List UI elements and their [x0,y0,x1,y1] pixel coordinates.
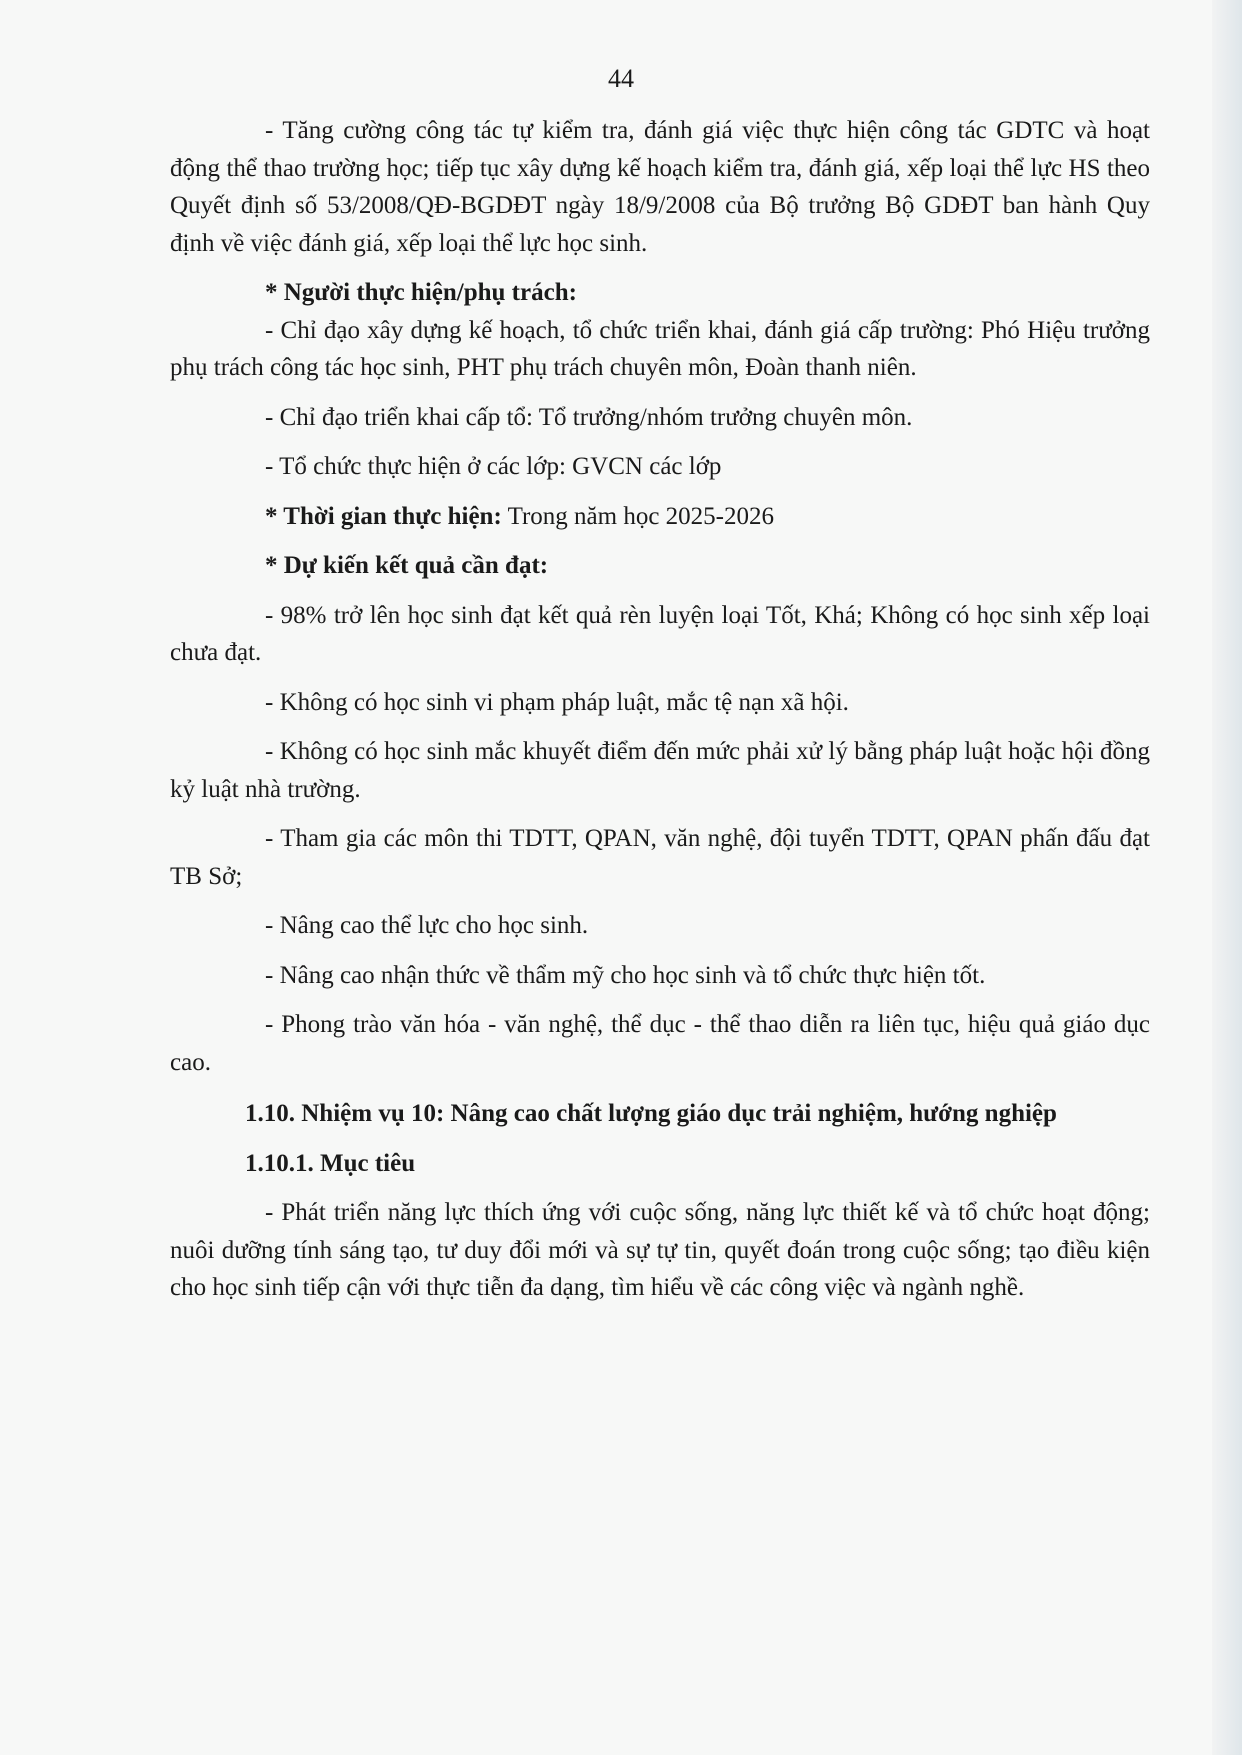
scan-edge-shadow [1212,0,1242,1755]
document-body [170,112,1150,1307]
responsible-item: - Chỉ đạo xây dựng kế hoạch, tổ chức triển khai, đánh giá cấp trường: Phó Hiệu trưởng phụ trách công tác học sinh, PHT phụ trách chuyên môn, Đoàn thanh niên. [170,316,1150,381]
expected-item: - Không có học sinh vi phạm pháp luật, mắc tệ nạn xã hội. [265,688,849,716]
expected-item: - Tham gia các môn thi TDTT, QPAN, văn nghệ, đội tuyển TDTT, QPAN phấn đấu đạt TB Sở; [170,825,1150,890]
expected-item: - Không có học sinh mắc khuyết điểm đến mức phải xử lý bằng pháp luật hoặc hội đồng kỷ luật nhà trường. [170,738,1150,803]
responsible-heading: * Người thực hiện/phụ trách: [265,279,577,306]
expected-item: - Nâng cao nhận thức về thẩm mỹ cho học sinh và tổ chức thực hiện tốt. [265,961,986,989]
expected-heading: * Dự kiến kết quả cần đạt: [265,552,549,579]
objective-paragraph: - Phát triển năng lực thích ứng với cuộc sống, năng lực thiết kế và tổ chức hoạt động; nuôi dưỡng tính sáng tạo, tư duy đổi mới và sự tự tin, quyết đoán trong cuộc sống; tạo điều kiện cho học sinh tiếp cận với thực tiễn đa dạng, tìm hiểu về các công việc và ngành nghề. [170,1199,1150,1301]
expected-item: - 98% trở lên học sinh đạt kết quả rèn luyện loại Tốt, Khá; Không có học sinh xếp loại chưa đạt. [170,601,1150,666]
expected-item: - Phong trào văn hóa - văn nghệ, thể dục - thể thao diễn ra liên tục, hiệu quả giáo dục cao. [170,1011,1150,1076]
timeline-value: Trong năm học 2025-2026 [501,502,775,530]
responsible-item: - Chỉ đạo triển khai cấp tổ: Tổ trưởng/nhóm trưởng chuyên môn. [265,403,913,431]
timeline-line [170,498,1150,536]
page-number: 44 [608,64,634,93]
paragraph-gdtc-assessment: - Tăng cường công tác tự kiểm tra, đánh giá việc thực hiện công tác GDTC và hoạt động thể thao trường học; tiếp tục xây dựng kế hoạch kiểm tra, đánh giá, xếp loại thể lực HS theo Quyết định số 53/2008/QĐ-BGDĐT ngày 18/9/2008 của Bộ trưởng Bộ GDĐT ban hành Quy định về việc đánh giá, xếp loại thể lực học sinh. [170,117,1150,257]
timeline-label: * Thời gian thực hiện: [265,502,502,530]
responsible-item: - Tổ chức thực hiện ở các lớp: GVCN các lớp [265,453,722,480]
expected-item: - Nâng cao thể lực cho học sinh. [265,912,589,939]
section-title: 1.10. Nhiệm vụ 10: Nâng cao chất lượng giáo dục trải nghiệm, hướng nghiệp [245,1100,1057,1127]
subsection-title: 1.10.1. Mục tiêu [245,1149,416,1177]
